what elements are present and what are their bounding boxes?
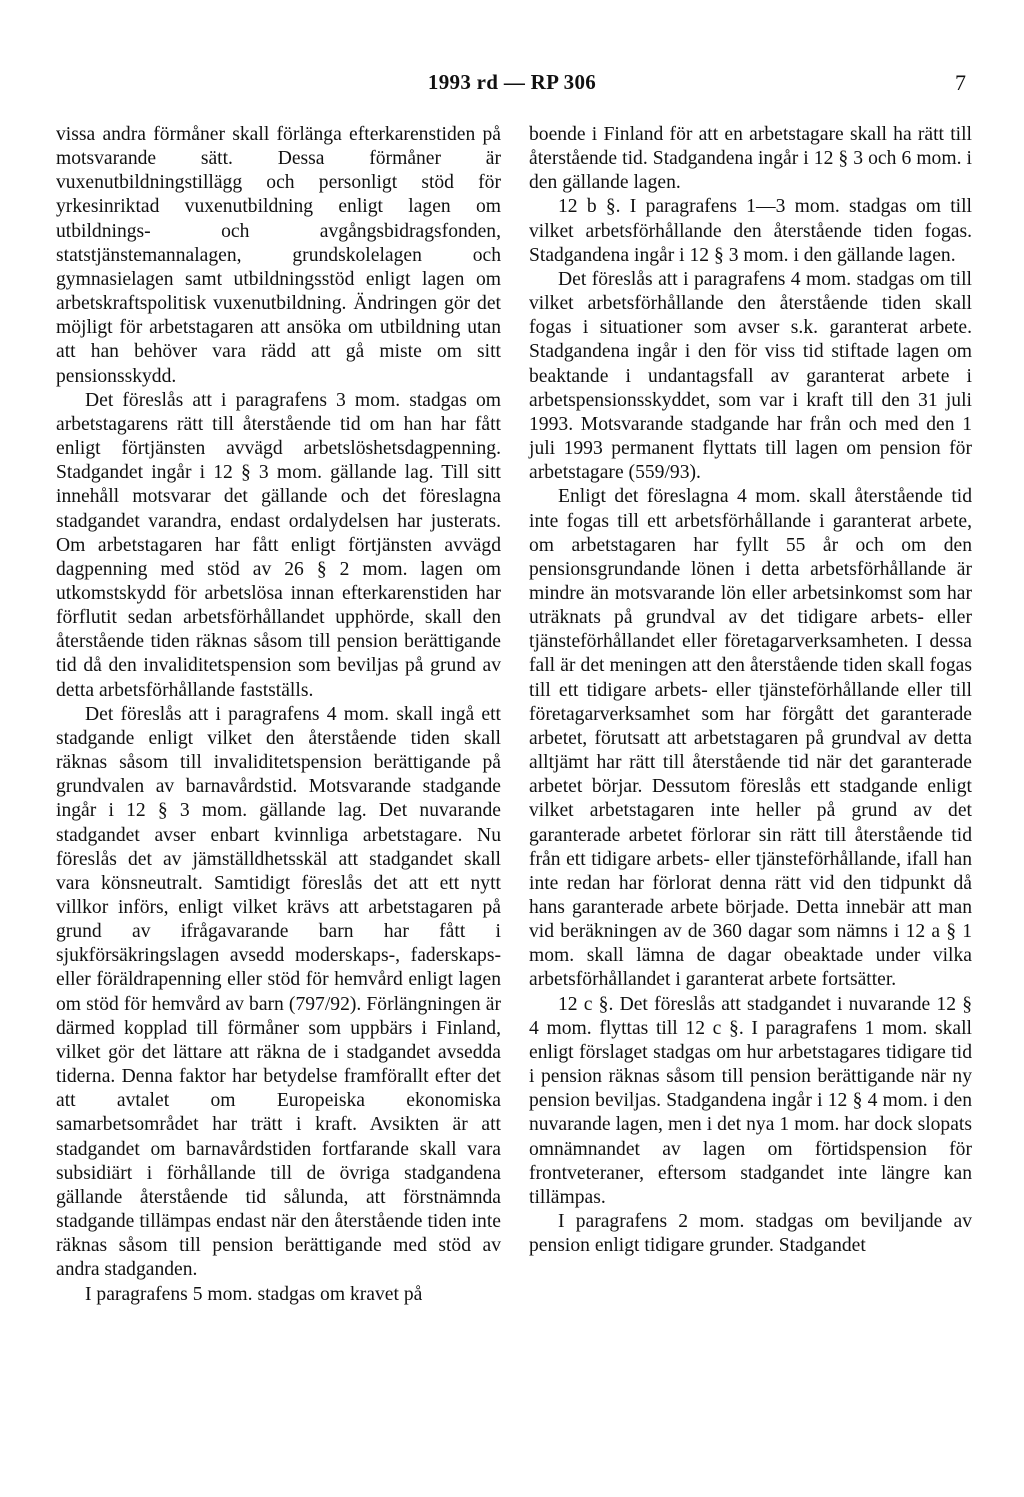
- paragraph: 12 b §. I paragrafens 1—3 mom. stadgas om till vilket arbetsförhållande den återstående tiden fogas. Stadgandena ingår i 12 § 3 mom. i den gällande lagen.: [529, 196, 972, 266]
- paragraph: Enligt det föreslagna 4 mom. skall återstående tid inte fogas till ett arbetsförhållande i garanterat arbete, om arbetstagaren har fyllt 55 år och om den pensionsgrundande lönen i detta arbetsförhållande är mindre än motsvarande lön eller arbetsinkomst som har uträknats på grundval av det tidigare arbets- eller tjänsteförhållandet eller företagarverksamheten. I dessa fall är det meningen att den återstående tiden skall fogas till ett tidigare arbets- eller tjänsteförhållande eller till företagarverksamhet som har förgått det garanterade arbetet, förutsatt att arbetstagaren på grundval av detta alltjämt har rätt till återstående tid när det garanterade arbetet börjar. Dessutom föreslås ett stadgande enligt vilket arbetstagaren inte heller på grund av det garanterade arbetet förlorar sin rätt till återstående tid från ett tidigare arbets- eller tjänsteförhållande, ifall han inte redan har förlorat denna rätt vid den tidpunkt då hans garanterade arbete började. Detta innebär att man vid beräkningen av de 360 dagar som nämns i 12 a § 1 mom. skall lämna de dagar obeaktade under vilka arbetsförhållandet i garanterat arbete fortsätter.: [529, 486, 972, 991]
- page-header: [0, 62, 1024, 102]
- page-number: 7: [955, 70, 966, 95]
- paragraph: I paragrafens 5 mom. stadgas om kravet på: [85, 1283, 423, 1305]
- paragraph: boende i Finland för att en arbetstagare skall ha rätt till återstående tid. Stadgandena ingår i 12 § 3 och 6 mom. i den gällande lagen.: [529, 124, 972, 194]
- paragraph: 12 c §. Det föreslås att stadgandet i nuvarande 12 § 4 mom. flyttas till 12 c §. I paragrafens 1 mom. skall enligt förslaget stadgas om hur arbetstagares tidigare tid i pension räknas såsom till pension berättigande när ny pension beviljas. Stadgandena ingår i 12 § 4 mom. i den nuvarande lagen, men i det nya 1 mom. har dock slopats omnämnandet av lagen om förtidspension för frontveteraner, eftersom stadgandet inte längre kan tillämpas.: [529, 993, 972, 1208]
- paragraph: Det föreslås att i paragrafens 4 mom. skall ingå ett stadgande enligt vilket den återstående tiden skall räknas såsom till invaliditetspension berättigande på grundvalen av barnavårdstid. Motsvarande stadgande ingår i 12 § 3 mom. gällande lag. Det nuvarande stadgandet avser enbart kvinnliga arbetstagare. Nu föreslås det av jämställdhetsskäl att stadgandet skall vara könsneutralt. Samtidigt föreslås det att ett nytt villkor införs, enligt vilket krävs att arbetstagaren på grund av ifrågavarande barn har fått i sjukförsäkringslagen avsedd moderskaps-, faderskaps- eller föräldrapenning eller stöd för hemvård enligt lagen om stöd för hemvård av barn (797/92). Förlängningen är därmed kopplad till förmåner som uppbärs i Finland, vilket gör det lättare att räkna de i stadgandet avsedda tiderna. Denna faktor har betydelse framförallt efter det att avtalet om Europeiska ekonomiska samarbetsområdet har trätt i kraft. Avsikten är att stadgandet om barnavårdstiden fortfarande skall vara subsidiärt i förhållande till de övriga stadgandena gällande återstående tid sålunda, att förstnämnda stadgande tillämpas endast när den återstående tiden inte räknas såsom till pension berättigande med stöd av andra stadganden.: [56, 703, 501, 1281]
- paragraph: Det föreslås att i paragrafens 4 mom. stadgas om till vilket arbetsförhållande den återstående tiden skall fogas i situationer som avser s.k. garanterat arbete. Stadgandena ingår i den för viss tid stiftade lagen om beaktande i undantagsfall av garanterat arbete i arbetspensionsskyddet, som var i kraft till den 31 juli 1993. Motsvarande stadgande har från och med den 1 juli 1993 permanent flyttats till lagen om pension för arbetstagare (559/93).: [529, 268, 972, 484]
- right-column: [529, 123, 972, 1258]
- paragraph: vissa andra förmåner skall förlänga efterkarenstiden på motsvarande sätt. Dessa förmåner är vuxenutbildningstillägg och personligt stöd för yrkesinriktad vuxenutbildning enligt lagen om utbildnings- och avgångsbidragsfonden, statstjänstemannalagen, grundskolelagen och gymnasielagen samt utbildningsstöd enligt lagen om arbetskraftspolitisk vuxenutbildning. Ändringen gör det möjligt för arbetstagaren att ansöka om utbildning utan att han behöver vara rädd att gå miste om sitt pensionsskydd.: [56, 124, 501, 387]
- header-title: 1993 rd — RP 306: [427, 70, 597, 94]
- left-column: [56, 123, 501, 1307]
- paragraph: I paragrafens 2 mom. stadgas om beviljande av pension enligt tidigare grunder. Stadgandet: [529, 1211, 972, 1257]
- paragraph: Det föreslås att i paragrafens 3 mom. stadgas om arbetstagarens rätt till återstående tid om han har fått enligt förtjänsten avvägd arbetslöshetsdagpenning. Stadgandet ingår i 12 § 3 mom. gällande lag. Till sitt innehåll motsvarar det gällande och det föreslagna stadgandet varandra, endast ordalydelsen har justerats. Om arbetstagaren har fått enligt förtjänsten avvägd dagpenning med stöd av 26 § 2 mom. lagen om utkomstskydd för arbetslösa innan efterkarenstiden har förflutit sedan arbetsförhållandet upphörde, skall den återstående tiden räknas såsom till pension berättigande tid då den invaliditetspension som beviljas på grund av detta arbetsförhållande fastställs.: [56, 389, 501, 701]
